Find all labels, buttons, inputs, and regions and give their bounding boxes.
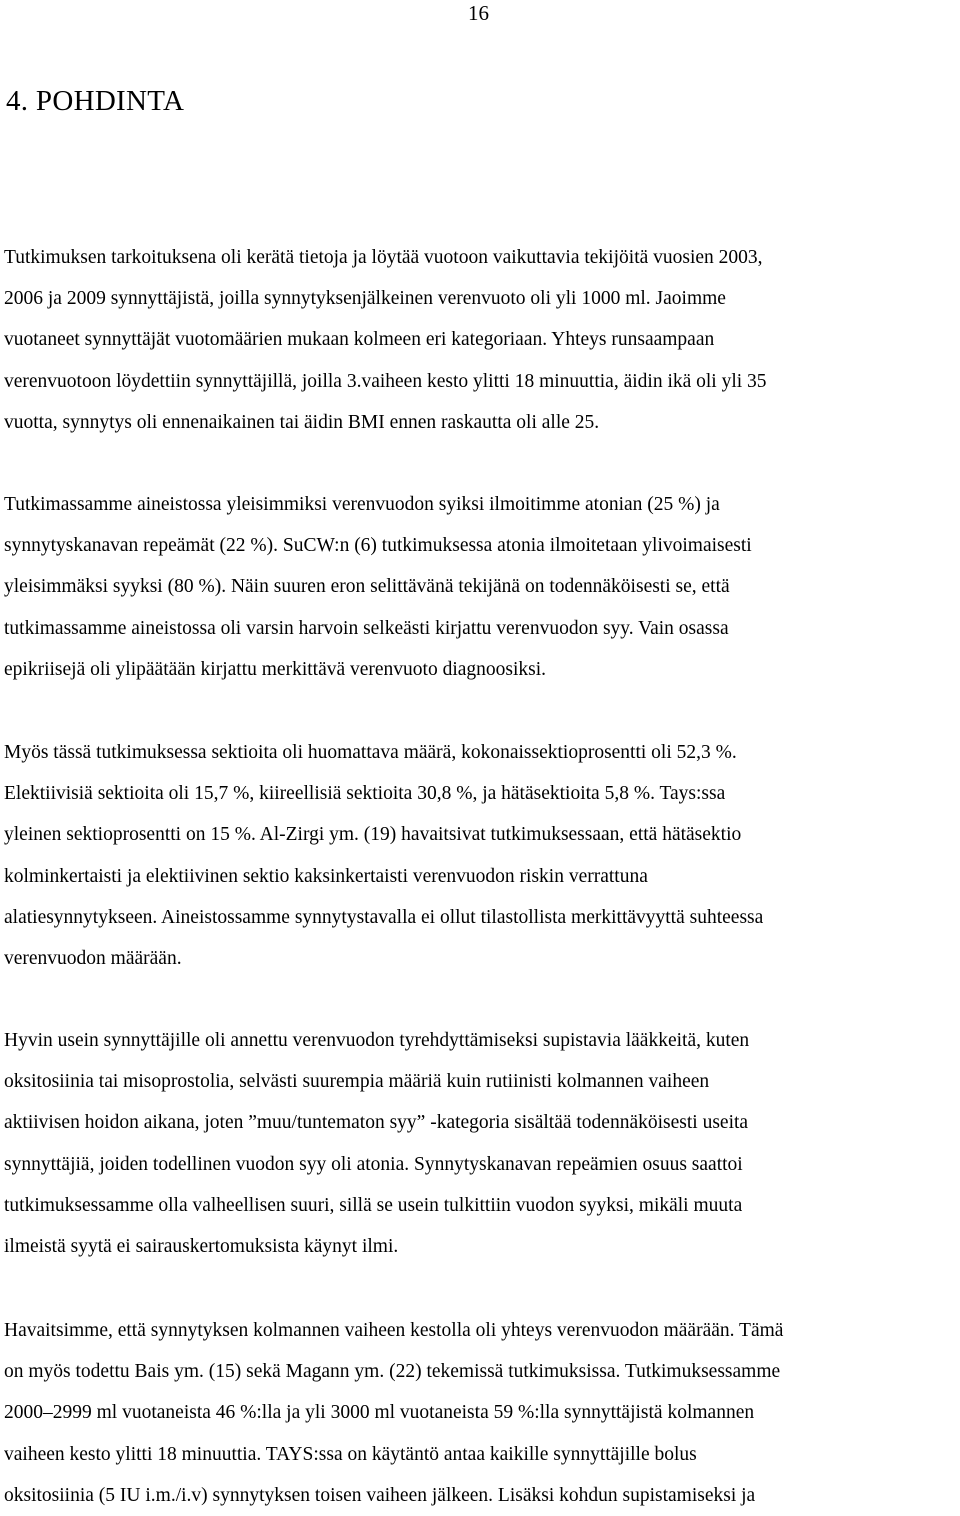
- text-line: epikriisejä oli ylipäätään kirjattu merkittävä verenvuoto diagnoosiksi.: [4, 658, 547, 680]
- text-line: verenvuodon määrään.: [4, 947, 182, 969]
- paragraph-caesarean-sections: [4, 732, 956, 979]
- text-line: Hyvin usein synnyttäjille oli annettu verenvuodon tyrehdyttämiseksi supistavia lääkkeitä, kuten: [4, 1030, 750, 1051]
- text-line: 2006 ja 2009 synnyttäjistä, joilla synnytyksenjälkeinen verenvuoto oli yli 1000 ml. Jaoimme: [4, 288, 726, 310]
- text-line: vuotta, synnytys oli ennenaikainen tai äidin BMI ennen raskautta oli alle 25.: [4, 411, 600, 433]
- text-line: synnyttäjiä, joiden todellinen vuodon syy oli atonia. Synnytyskanavan repeämien osuus saattoi: [4, 1153, 743, 1175]
- text-line: oksitosiinia tai misoprostolia, selvästi suurempia määriä kuin rutiinisti kolmannen vaiheen: [4, 1071, 710, 1093]
- text-line: Tutkimassamme aineistossa yleisimmiksi verenvuodon syiksi ilmoitimme atonian (25 %) ja: [4, 494, 720, 515]
- text-line: tutkimassamme aineistossa oli varsin harvoin selkeästi kirjattu verenvuodon syy. Vain osassa: [4, 617, 729, 639]
- text-line: synnytyskanavan repeämät (22 %). SuCW:n (6) tutkimuksessa atonia ilmoitetaan ylivoimaisesti: [4, 535, 752, 557]
- text-line: verenvuotoon löydettiin synnyttäjillä, joilla 3.vaiheen kesto ylitti 18 minuuttia, äidin ikä oli yli 35: [4, 370, 767, 392]
- text-line: yleisimmäksi syyksi (80 %). Näin suuren eron selittävänä tekijänä on todennäköisesti se, että: [4, 576, 730, 598]
- paragraph-uterotonics: [4, 1020, 956, 1267]
- text-line: yleinen sektioprosentti on 15 %. Al-Zirgi ym. (19) havaitsivat tutkimuksessaan, että hätäsektio: [4, 824, 742, 846]
- text-line: vuotaneet synnyttäjät vuotomäärien mukaan kolmeen eri kategoriaan. Yhteys runsaampaan: [4, 329, 715, 351]
- text-line: oksitosiinia (5 IU i.m./i.v) synnytyksen toisen vaiheen jälkeen. Lisäksi kohdun supistamiseksi ja: [4, 1484, 756, 1506]
- text-line: tutkimuksessamme olla valheellisen suuri, sillä se usein tulkittiin vuodon syyksi, mikäli muuta: [4, 1194, 743, 1216]
- text-line: Myös tässä tutkimuksessa sektioita oli huomattava määrä, kokonaissektioprosentti oli 52,3 %.: [4, 742, 737, 763]
- text-line: Elektiivisiä sektioita oli 15,7 %, kiireellisiä sektioita 30,8 %, ja hätäsektioita 5,8 %. Tays:ssa: [4, 783, 726, 805]
- text-line: alatiesynnytykseen. Aineistossamme synnytystavalla ei ollut tilastollista merkittävyyttä suhteessa: [4, 906, 764, 928]
- text-line: ilmeistä syytä ei sairauskertomuksista käynyt ilmi.: [4, 1235, 399, 1257]
- text-line: Havaitsimme, että synnytyksen kolmannen vaiheen kestolla oli yhteys verenvuodon määrään. Tämä: [4, 1320, 784, 1341]
- text-line: vaiheen kesto ylitti 18 minuuttia. TAYS:ssa on käytäntö antaa kaikille synnyttäjille bolus: [4, 1443, 697, 1465]
- text-line: 2000–2999 ml vuotaneista 46 %:lla ja yli 3000 ml vuotaneista 59 %:lla synnyttäjistä kolmannen: [4, 1402, 755, 1424]
- text-line: kolminkertaisti ja elektiivinen sektio kaksinkertaisti verenvuodon riskin verrattuna: [4, 865, 648, 887]
- paragraph-study-purpose: [4, 237, 956, 443]
- paragraph-bleeding-causes: [4, 484, 956, 690]
- section-heading: 4. POHDINTA: [6, 85, 185, 117]
- paragraph-third-stage-duration: [4, 1310, 956, 1516]
- text-line: aktiivisen hoidon aikana, joten ”muu/tuntematon syy” -kategoria sisältää todennäköisesti useita: [4, 1112, 749, 1134]
- page-number: 16: [468, 1, 489, 25]
- text-line: on myös todettu Bais ym. (15) sekä Magann ym. (22) tekemissä tutkimuksissa. Tutkimuksessamme: [4, 1361, 781, 1383]
- text-line: Tutkimuksen tarkoituksena oli kerätä tietoja ja löytää vuotoon vaikuttavia tekijöitä vuosien 2003,: [4, 247, 763, 268]
